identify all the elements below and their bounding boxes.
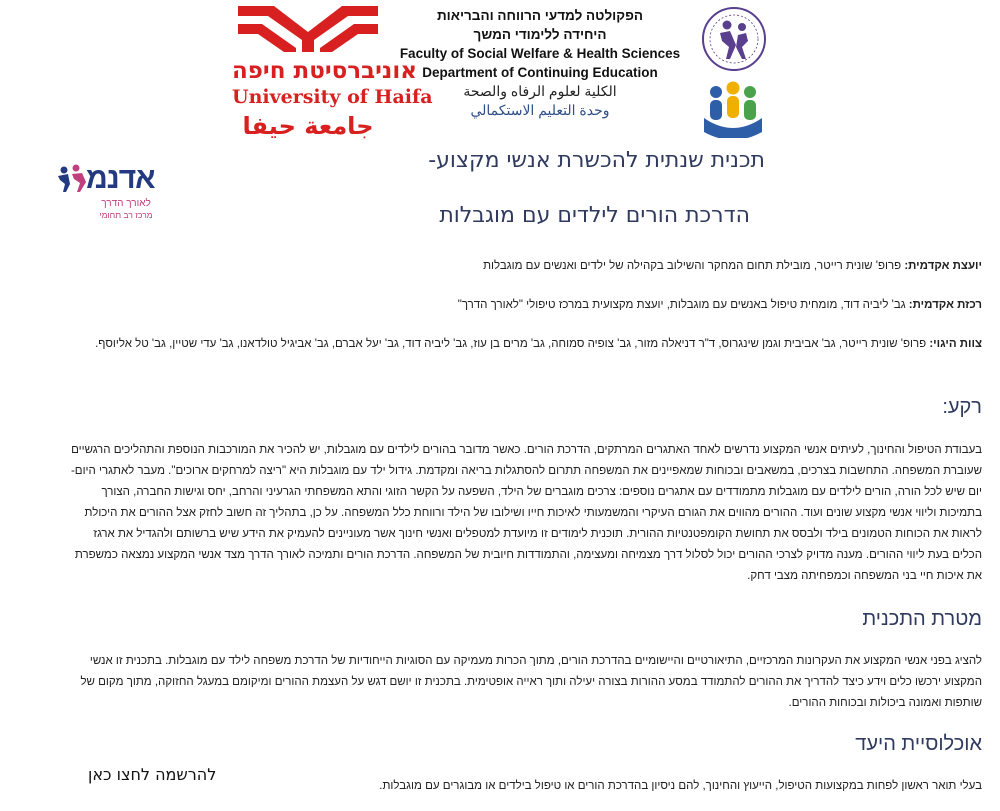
audience-heading: אוכלוסיית היעד — [855, 733, 982, 755]
faculty-line-ar-1: الكلية لعلوم الرفاه والصحة — [463, 83, 617, 99]
coordinator-text: גב' ליביה דוד, מומחית טיפול באנשים עם מוגבלות, יועצת מקצועית במרכז טיפולי "לאורך הדרך" — [457, 299, 909, 311]
adnam-figures-icon — [56, 164, 90, 194]
register-link[interactable]: להרשמה לחצו כאן — [88, 765, 217, 784]
university-building-icon — [236, 2, 380, 54]
program-title-line1: תכנית שנתית להכשרת אנשי מקצוע- — [428, 148, 765, 173]
university-name-he: אוניברסיטת חיפה — [232, 58, 417, 84]
academic-advisor — [62, 256, 982, 277]
faculty-line-he-2: היחידה ללימודי המשך — [473, 27, 607, 42]
faculty-line-en-2: Department of Continuing Education — [422, 65, 658, 80]
adnam-tagline: מרכז רב תחומי — [99, 210, 153, 220]
team-label: צוות היגוי: — [929, 338, 982, 350]
team-text: פרופ' שונית רייטר, גב' אביבית וגמן שינגרוס, ד"ר דניאלה מזור, גב' צופיה סמוחה, גב' מרים בן עוז, גב' ליביה דוד, גב' יעל אברם, גב' אביגיל טולדאנו, גב' עדי שטיין, גב' טל אליוסף. — [95, 338, 930, 350]
academic-coordinator — [62, 295, 982, 316]
coordinator-label: רכזת אקדמית: — [908, 299, 982, 311]
family-emblem-icon — [700, 78, 766, 138]
advisor-label: יועצת אקדמית: — [904, 260, 982, 272]
advisor-text: פרופ' שונית רייטר, מובילת תחום המחקר והשילוב בקהילה של ילדים ואנשים עם מוגבלות — [483, 260, 905, 272]
steering-team — [62, 334, 982, 355]
goal-heading: מטרת התכנית — [862, 608, 982, 630]
faculty-emblem-icon — [700, 5, 768, 73]
faculty-line-ar-2: وحدة التعليم الاستكمالي — [470, 102, 610, 118]
university-of-haifa-logo — [232, 2, 433, 148]
university-name-ar: جامعة حيفا — [242, 112, 374, 140]
background-text: בעבודת הטיפול והחינוך, לעיתים אנשי המקצוע נדרשים לאחד האתגרים המרתקים, הדרכת הורים. כאשר מדובר בהורים לילדים עם מוגבלות, יש להכיר את המורכבות הנוספת והתהליכים הרגשיים שעוברת המשפחה. התחשבות בצרכים, במשאבים ובכוחות שמאפיינים את המשפחה תתרום להסתגלות בריאה ומקדמת. גידול ילד עם מוגבלות היא "ריצה למרחקים ארוכים". מעבר לאתגרי היום- יום שיש לכל הורה, הורים לילדים עם מוגבלות מתמודדים עם אתגרים נוספים: צרכים מוגברים של הילד, השפעה על הקשר הזוגי והתא המשפחתי הגרעיני והרחב, יחס וגישות החברה, הצורך בתמיכות וליווי אנשי מקצוע שונים ועוד. ההורים מהווים את הגורם העיקרי והמשמעותי לאיכות חייו ושילובו של הילד ורווחת כלל המשפחה. על כן, בתהליך זה חשוב לחזק אצל ההורים את היכולת לראות את הכוחות הטמונים בילד ולבסס את תחושת הקומפטנטיות ההורית. תוכנית לימודים זו מיועדת למטפלים ואנשי חינוך אשר מעוניינים להעמיק את הידע שיש ברשותם ולהגדיל את ארגז הכלים בעת ליווי ההורים. מענה מדויק לצרכי ההורים יכול לסלול דרך מצמיחה ומעצימה, והתמודדות חיובית של המשפחה. הדרכת הורים ותמיכה לאורך הדרך מצד אנשי המקצוע נמצאה כמשפרת את איכות חיי בני המשפחה וכמפחיתה מצבי דחק. — [70, 444, 982, 582]
audience-text: בעלי תואר ראשון לפחות במקצועות הטיפול, הייעוץ והחינוך, להם ניסיון בהדרכת הורים או טיפול בילדים או מבוגרים עם מוגבלות. — [379, 780, 982, 792]
background-heading: רקע: — [942, 396, 982, 418]
faculty-header — [390, 6, 690, 120]
adnam-subtitle: לאורך הדרך — [101, 198, 151, 209]
adnam-logo — [56, 158, 172, 224]
goal-text: להציג בפני אנשי המקצוע את העקרונות המרכזיים, התיאורטיים והיישומיים בהדרכת הורים, מתוך הכרות מעמיקה עם הסוגיות הייחודיות של הדרכת משפחה לילד עם מוגבלות. בתכנית זו אנשי המקצוע ירכשו כלים וידע כיצד להדריך את ההורים להתמודד במסע ההורות בצורה יעילה ותוך ראייה אופטימית. בתכנית זו יושם דגש על העצמת ההורים ומיקומם במעגל החזוקה, מתוך מקום של שותפות ואמונה ביכולות ובכוחות ההורים. — [80, 655, 982, 709]
faculty-line-en-1: Faculty of Social Welfare & Health Sciences — [399, 46, 681, 61]
faculty-line-he-1: הפקולטה למדעי הרווחה והבריאות — [436, 8, 644, 23]
university-name-en: University of Haifa — [232, 86, 433, 108]
adnam-word: אדנמ — [86, 162, 155, 195]
program-title-line2: הדרכת הורים לילדים עם מוגבלות — [439, 203, 750, 228]
